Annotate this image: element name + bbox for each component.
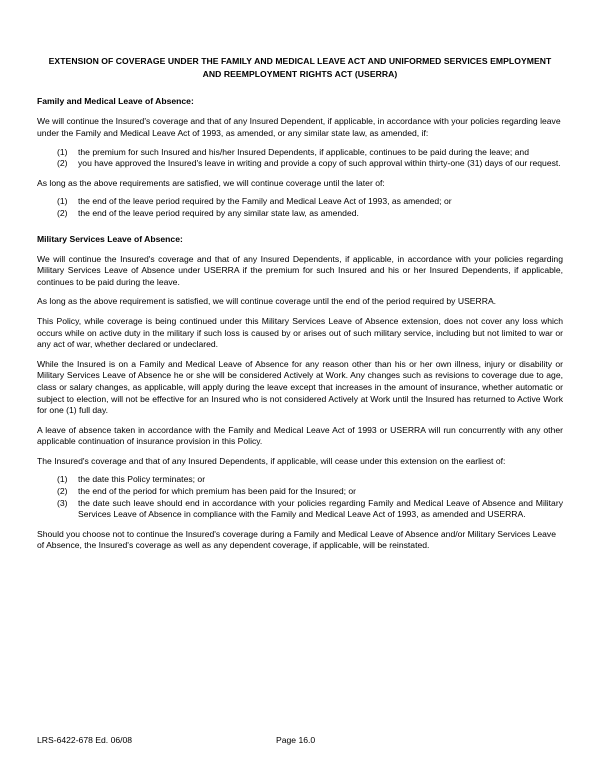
fmla-continuation-intro: As long as the above requirements are satisfied, we will continue coverage until the later of: [37,177,385,188]
list-item-text: the date such leave should end in accordance with your policies regarding Family and Medical Leave of Absence and Military Services Leave of Absence in compliance with the Family and Medical Leave Act of 1993, as amended and USERRA. [78,497,563,520]
section-heading-fmla: Family and Medical Leave of Absence: [37,96,194,107]
cease-coverage-list [37,474,563,520]
list-item [37,158,563,170]
list-marker: (3) [57,497,68,508]
list-marker: (2) [57,158,68,169]
list-item [37,498,563,521]
list-marker: (2) [57,207,68,218]
list-item [37,208,563,220]
military-exclusion-paragraph: This Policy, while coverage is being continued under this Military Services Leave of Absence extension, does not cover any loss which occurs while on active duty in the military if such loss is caused by or arises out of such military service, including but not limited to war or any act of war, whether declared or undeclared. [37,315,563,350]
list-marker: (1) [57,474,68,485]
cease-coverage-intro: The Insured's coverage and that of any Insured Dependents, if applicable, will cease under this extension on the earliest of: [37,455,506,466]
actively-at-work-paragraph: While the Insured is on a Family and Medical Leave of Absence for any reason other than his or her own illness, injury or disability or Military Services Leave of Absence he or she will be considered Actively at Work. Any changes such as revisions to coverage due to age, class or salary changes, as applicable, will apply during the leave except that increases in the amount of insurance, whether automatic or subject to election, will not be effective for an Insured who is not considered Actively at Work until the Insured has returned to Active Work for one (1) full day. [37,358,563,416]
page-title-line-1: EXTENSION OF COVERAGE UNDER THE FAMILY AND MEDICAL LEAVE ACT AND UNIFORMED SERVICES [48,56,488,66]
list-item-text: the end of the leave period required by the Family and Medical Leave Act of 1993, as amended; or [78,196,452,207]
list-item-text: the date this Policy terminates; or [78,474,206,485]
military-continuation-paragraph: As long as the above requirement is satisfied, we will continue coverage until the end of the period required by USERRA. [37,296,497,307]
fmla-intro-paragraph: We will continue the Insured's coverage and that of any Insured Dependent, if applicable, in accordance with your policies regarding leave under the Family and Medical Leave Act of 1993, as amended, or any similar state law, as amended, if: [37,116,561,138]
list-marker: (1) [57,146,68,157]
list-item [37,486,563,498]
footer-form-id: LRS-6422-678 Ed. 06/08 [37,735,133,745]
reinstatement-paragraph: Should you choose not to continue the Insured's coverage during a Family and Medical Leave of Absence and/or Military Services Leave of Absence, the Insured's coverage as well as any dependent coverage, if applicable, will be reinstated. [37,528,557,551]
page-title [37,55,563,81]
list-item-text: you have approved the Insured's leave in writing and provide a copy of such approval within thirty-one (31) days of our request. [78,158,561,169]
section-heading-military: Military Services Leave of Absence: [37,233,183,244]
list-item-text: the premium for such Insured and his/her Insured Dependents, if applicable, continues to be paid during the leave; and [78,146,529,157]
list-item-text: the end of the period for which premium has been paid for the Insured; or [78,486,357,497]
concurrent-leave-paragraph: A leave of absence taken in accordance with the Family and Medical Leave Act of 1993 or USERRA will run concurrently with any other applicable continuation of insurance provision in this Policy. [37,424,563,447]
list-item [37,147,563,159]
footer-page-number: Page 16.0 [276,735,316,745]
list-marker: (1) [57,196,68,207]
fmla-continuation-list [37,196,563,219]
list-item [37,474,563,486]
document-body [37,55,563,552]
fmla-conditions-list [37,147,563,170]
list-marker: (2) [57,486,68,497]
list-item-text: the end of the leave period required by any similar state law, as amended. [78,207,359,218]
list-item [37,196,563,208]
page-title-line-2: EMPLOYMENT AND REEMPLOYMENT RIGHTS ACT (USERRA) [202,56,552,80]
military-intro-paragraph: We will continue the Insured's coverage and that of any Insured Dependents, if applicable, in accordance with your policies regarding Military Services Leave of Absence under USERRA if the premium for such Insured and his or her Insured Dependents, if applicable, continues to be paid during the leave. [37,253,563,287]
